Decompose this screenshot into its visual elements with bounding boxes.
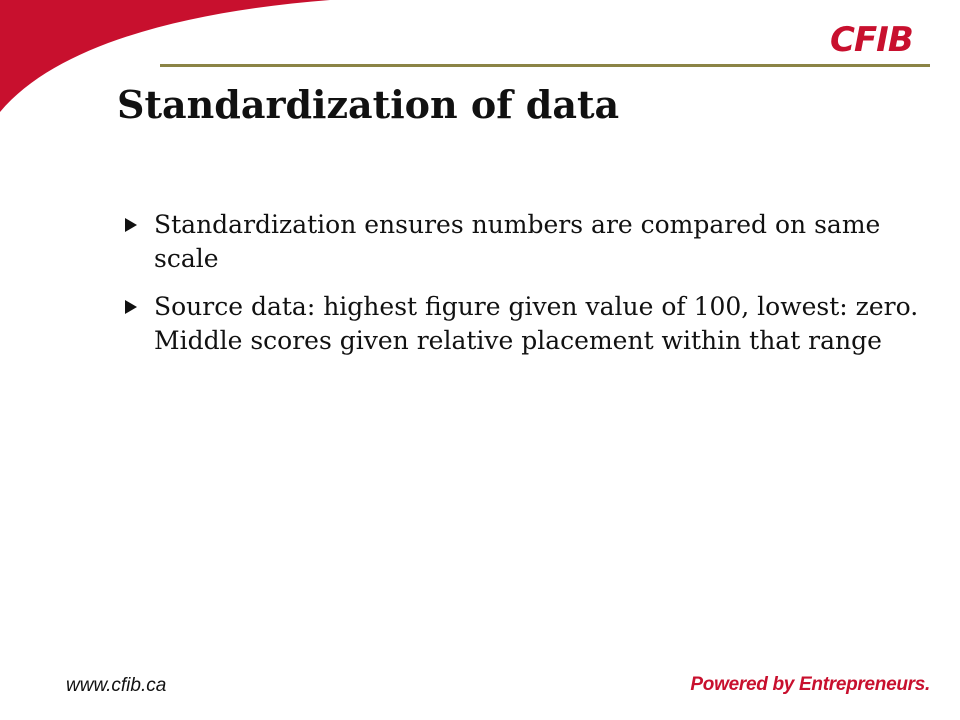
list-item bbox=[122, 290, 922, 358]
bullet-list bbox=[122, 208, 922, 372]
tagline: Powered by Entrepreneurs. bbox=[690, 674, 930, 695]
bullet-text: Source data: highest figure given value of 100, lowest: zero. Middle scores given relative placement within that range bbox=[154, 292, 919, 355]
triangle-bullet-icon bbox=[125, 300, 137, 314]
triangle-bullet-icon bbox=[125, 218, 137, 232]
header-rule bbox=[160, 64, 930, 67]
bullet-text: Standardization ensures numbers are compared on same scale bbox=[154, 210, 881, 273]
logo-text: CFIB bbox=[830, 20, 913, 58]
page-title: Standardization of data bbox=[117, 82, 620, 127]
footer-url[interactable]: www.cfib.ca bbox=[66, 675, 167, 696]
cfib-logo bbox=[830, 20, 930, 58]
list-item bbox=[122, 208, 922, 276]
